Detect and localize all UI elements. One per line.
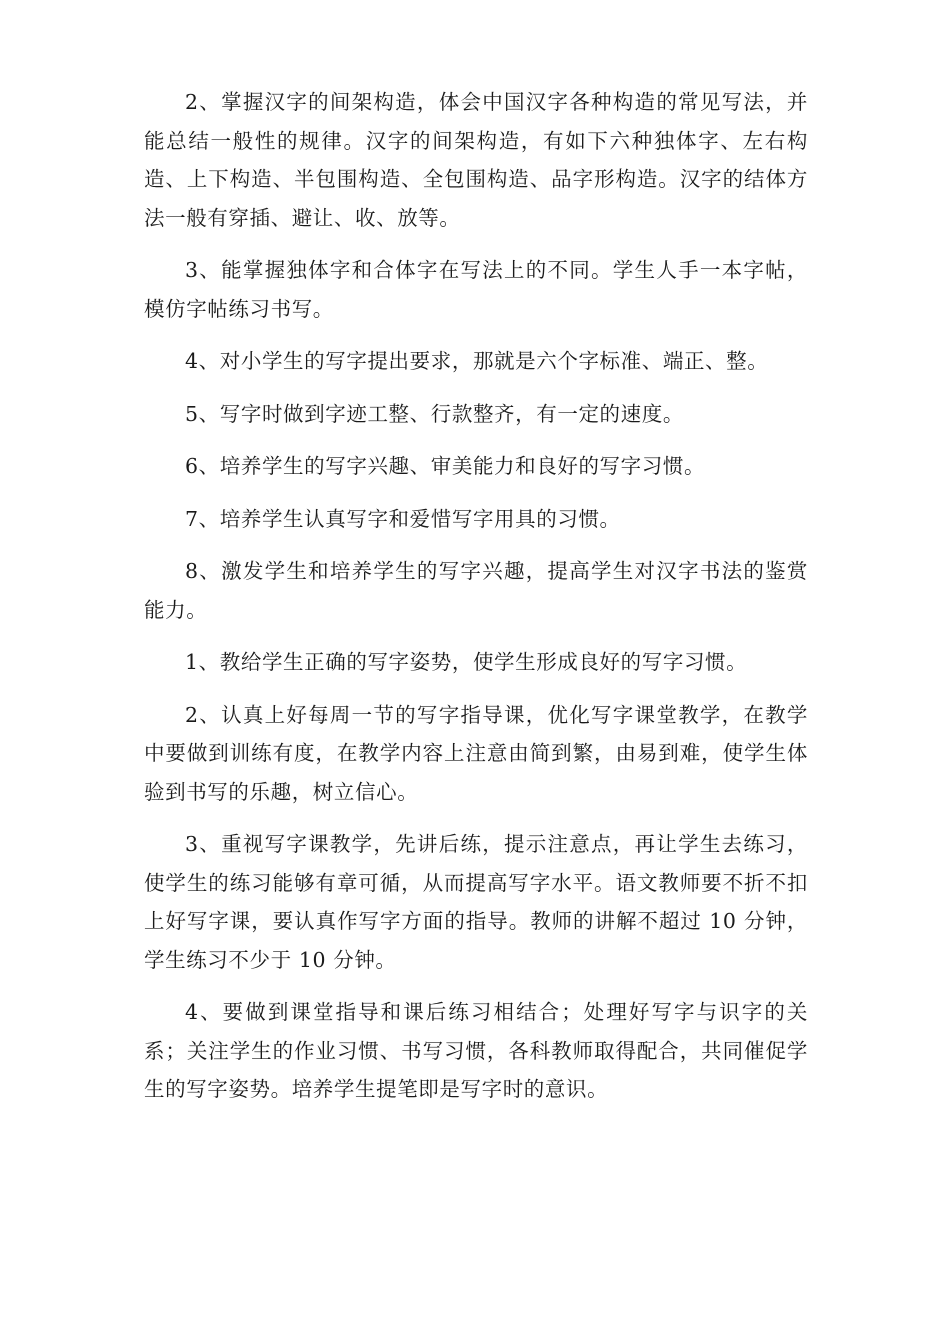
paragraph-11: 4、要做到课堂指导和课后练习相结合；处理好写字与识字的关系；关注学生的作业习惯、书写习惯，各科教师取得配合，共同催促学生的写字姿势。培养学生提笔即是写字时的意识。 xyxy=(144,1000,808,1101)
paragraph-4: 5、写字时做到字迹工整、行款整齐，有一定的速度。 xyxy=(185,401,684,426)
paragraph-8: 1、教给学生正确的写字姿势，使学生形成良好的写字习惯。 xyxy=(185,650,748,674)
paragraph-7: 8、激发学生和培养学生的写字兴趣，提高学生对汉字书法的鉴赏能力。 xyxy=(144,559,808,622)
paragraph-6: 7、培养学生认真写字和爱惜写字用具的习惯。 xyxy=(185,506,621,531)
paragraph-1: 2、掌握汉字的间架构造，体会中国汉字各种构造的常见写法，并能总结一般性的规律。汉字的间架构造，有如下六种独体字、左右构造、上下构造、半包围构造、全包围构造、品字形构造。汉字的结体方法一般有穿插、避让、收、放等。 xyxy=(144,90,808,230)
paragraph-10: 3、重视写字课教学，先讲后练，提示注意点，再让学生去练习，使学生的练习能够有章可循，从而提高写字水平。语文教师要不折不扣上好写字课，要认真作写字方面的指导。教师的讲解不超过 10 分钟，学生练习不少于 10 分钟。 xyxy=(144,832,808,972)
paragraph-9: 2、认真上好每周一节的写字指导课，优化写字课堂教学，在教学中要做到训练有度，在教学内容上注意由简到繁，由易到难，使学生体验到书写的乐趣，树立信心。 xyxy=(144,702,808,804)
paragraph-2: 3、能掌握独体字和合体字在写法上的不同。学生人手一本字帖，模仿字帖练习书写。 xyxy=(144,258,808,321)
paragraph-5: 6、培养学生的写字兴趣、审美能力和良好的写字习惯。 xyxy=(185,454,706,478)
paragraph-3: 4、对小学生的写字提出要求，那就是六个字标准、端正、整。 xyxy=(185,349,769,373)
document-body xyxy=(144,83,808,1123)
